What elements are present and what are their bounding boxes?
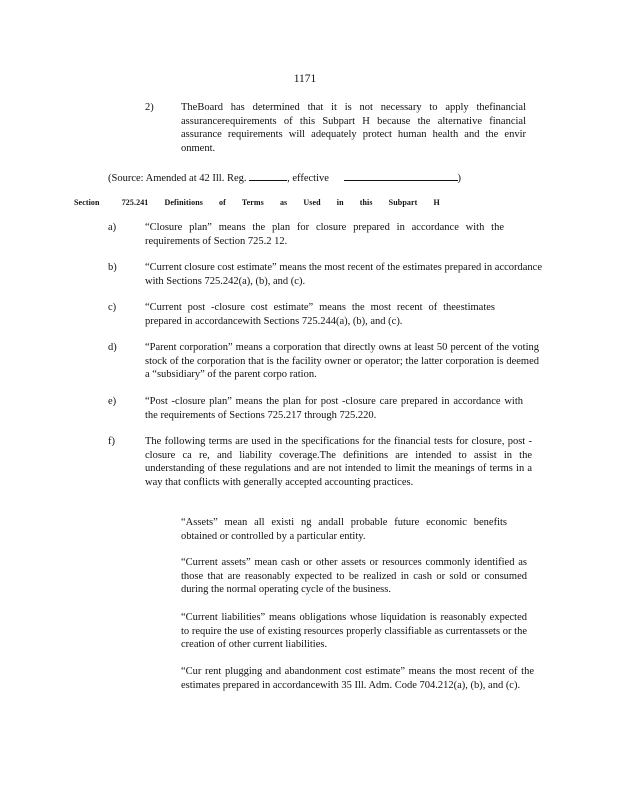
register-number-blank: [249, 170, 287, 181]
definition-paragraph: “Current assets” mean cash or other assets or resources commonly identified as those that are reasonably expected to be realized in cash or sold or consumed during the normal operating cycle of the business.: [181, 557, 527, 596]
item-text: The following terms are used in the specifications for the financial tests for closure, post -closure ca re, and liability coverage.The definitions are intended to assist in the understanding of these regulations and are not intended to limit the meanings of terms in a way that conflicts with generally accepted accounting practices.: [145, 436, 532, 488]
item-label: c): [108, 302, 117, 313]
source-suffix: ): [457, 173, 462, 184]
definition-paragraph: “Assets” mean all existi ng andall probable future economic benefits obtained or controlled by a particular entity.: [181, 517, 507, 542]
item-label: a): [108, 222, 117, 233]
item-label: d): [108, 342, 117, 353]
section-word: Section: [74, 197, 100, 208]
item-text: “Current post -closure cost estimate” means the most recent of theestimates prepared in accordancewith Sections 725.244(a), (b), and (c).: [145, 302, 495, 327]
source-prefix: (Source: Amended at 42 Ill. Reg.: [108, 173, 247, 184]
item-text: “Post -closure plan” means the plan for post -closure care prepared in accordance with the requirements of Sections 725.217 through 725.220.: [145, 396, 523, 421]
definition-paragraph: “Current liabilities” means obligations whose liquidation is reasonably expected to require the use of existing resources properly classifiable as currentassets or the creation of other current liabilities.: [181, 612, 527, 651]
definition-paragraph: “Cur rent plugging and abandonment cost estimate” means the most recent of the estimates prepared in accordancewith 35 Ill. Adm. Code 704.212(a), (b), and (c).: [181, 666, 534, 691]
source-note: [108, 170, 461, 186]
item-label: f): [108, 436, 115, 447]
item-label: b): [108, 262, 117, 273]
page-number: 1171: [293, 73, 317, 85]
intro-item-label: 2): [145, 102, 154, 113]
section-number: 725.241: [121, 197, 149, 208]
item-text: “Current closure cost estimate” means the most recent of the estimates prepared in accordance with Sections 725.242(a), (b), and (c).: [145, 262, 542, 287]
section-title: Definitions of Terms as Used in this Subpart H: [164, 197, 440, 208]
item-label: e): [108, 396, 117, 407]
effective-date-blank: [344, 170, 458, 181]
item-text: “Closure plan” means the plan for closure prepared in accordance with the requirements of Section 725.2 12.: [145, 222, 504, 247]
source-middle: , effective: [287, 173, 329, 184]
intro-item-text: TheBoard has determined that it is not necessary to apply thefinancial assurancerequirements of this Subpart H because the alternative financial assurance requirements will adequately protect human health and the envir onment.: [181, 102, 526, 154]
section-heading: [74, 195, 440, 210]
item-text: “Parent corporation” means a corporation that directly owns at least 50 percent of the voting stock of the corporation that is the facility owner or operator; the latter corporation is deemed a “subsidiary” of the parent corpo ration.: [145, 342, 539, 381]
